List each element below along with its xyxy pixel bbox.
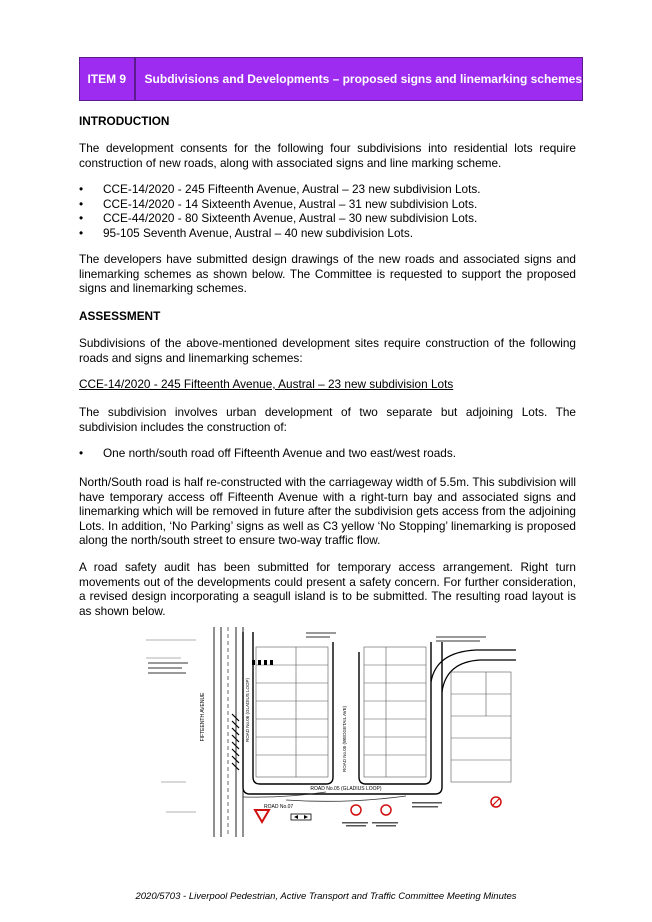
- introduction-heading: INTRODUCTION: [79, 114, 170, 128]
- assessment-heading: ASSESSMENT: [79, 309, 161, 323]
- fifteenth-avenue-label: FIFTEENTH AVENUE: [200, 692, 206, 742]
- subdivision-subheading: CCE-14/2020 - 245 Fifteenth Avenue, Austral – 23 new subdivision Lots: [79, 377, 454, 391]
- road-no7-label: ROAD No.07: [264, 804, 294, 810]
- page-footer: 2020/5703 - Liverpool Pedestrian, Active Transport and Traffic Committee Meeting Minutes: [135, 891, 517, 902]
- item-number: ITEM 9: [80, 58, 136, 100]
- item-title: Subdivisions and Developments – proposed signs and linemarking schemes: [136, 58, 582, 100]
- construction-list: [79, 446, 576, 461]
- intro-paragraph-1: The development consents for the following four subdivisions into residential lots require construction of new roads, along with associated signs and line marking scheme.: [79, 141, 576, 170]
- road-no6-label: ROAD No.06 (GLADIUS LOOP): [245, 677, 250, 743]
- subdivision-list: [79, 182, 576, 240]
- road-layout-plan: [146, 622, 518, 840]
- road-no5-right-label: ROAD No.05 (WEDGETAIL AVE): [342, 705, 347, 772]
- assessment-paragraph-2: The subdivision involves urban development of two separate but adjoining Lots. The subdivision includes the construction of:: [79, 405, 576, 434]
- assessment-paragraph-1: Subdivisions of the above-mentioned development sites require construction of the following roads and signs and linemarking schemes:: [79, 336, 576, 365]
- intro-paragraph-2: The developers have submitted design drawings of the new roads and associated signs and linemarking schemes as shown below. The Committee is requested to support the proposed signs and linemarking schemes.: [79, 252, 576, 296]
- assessment-paragraph-3: North/South road is half re-constructed with the carriageway width of 5.5m. This subdivision will have temporary access off Fifteenth Avenue with a right-turn bay and associated signs and linemarking which will be removed in future after the subdivision gets access from the adjoining Lots. In addition, ‘No Parking’ signs as well as C3 yellow ‘No Stopping’ linemarking is proposed along the north/south street to ensure two-way traffic flow.: [79, 475, 576, 548]
- list-item: • CCE-14/2020 - 14 Sixteenth Avenue, Austral – 31 new subdivision Lots.: [79, 196, 478, 211]
- assessment-paragraph-4: A road safety audit has been submitted for temporary access arrangement. Right turn movements out of the developments could present a safety concern. For further consideration, a revised design incorporating a seagull island is to be submitted. The resulting road layout is as shown below.: [79, 560, 576, 618]
- list-item: • 95-105 Seventh Avenue, Austral – 40 new subdivision Lots.: [79, 225, 413, 240]
- list-item: • CCE-14/2020 - 245 Fifteenth Avenue, Austral – 23 new subdivision Lots.: [79, 182, 481, 196]
- road-no5-bottom-label: ROAD No.05 (GLADIUS LOOP): [310, 786, 382, 792]
- list-item: • CCE-44/2020 - 80 Sixteenth Avenue, Austral – 30 new subdivision Lots.: [79, 211, 478, 226]
- item-header: [79, 57, 583, 101]
- list-item: • One north/south road off Fifteenth Avenue and two east/west roads.: [79, 446, 457, 460]
